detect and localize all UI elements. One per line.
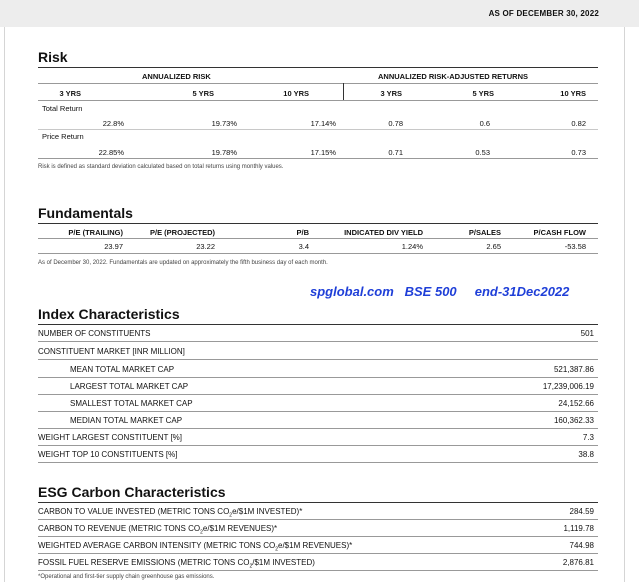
esg-row-fossil-fuel: FOSSIL FUEL RESERVE EMISSIONS (METRIC TONS $CO_2/\$1M$ INVESTED) 2,876.81 (38, 553, 598, 571)
risk-col-3: 10 YRS (283, 89, 309, 98)
esg-row-carbon-to-revenue: CARBON TO REVENUE (METRIC TONS $CO_2e/\$1M$ REVENUES)* 1,119.78 (38, 519, 598, 537)
risk-cell: 0.53 (475, 148, 490, 157)
fund-col: P/E (TRAILING) (68, 228, 123, 237)
risk-cell: 0.6 (479, 119, 490, 128)
risk-col-5: 5 YRS (472, 89, 494, 98)
risk-group-adjusted-returns: ANNUALIZED RISK-ADJUSTED RETURNS (378, 72, 529, 81)
ic-row-weight-top10: WEIGHT TOP 10 CONSTITUENTS [%] 38.8 (38, 445, 598, 463)
risk-cell: 0.73 (571, 148, 586, 157)
index-characteristics-title: Index Characteristics (38, 306, 180, 322)
risk-title: Risk (38, 49, 68, 65)
ic-row-number-of-constituents: NUMBER OF CONSTITUENTS 501 (38, 324, 598, 342)
fund-value: 2.65 (486, 242, 501, 251)
ic-row-weight-largest: WEIGHT LARGEST CONSTITUENT [%] 7.3 (38, 428, 598, 446)
fund-col: INDICATED DIV YIELD (344, 228, 423, 237)
ic-row-mean-market-cap: MEAN TOTAL MARKET CAP 521,387.86 (38, 360, 598, 378)
fund-col: P/SALES (468, 228, 501, 237)
risk-col-6: 10 YRS (560, 89, 586, 98)
ic-row-largest-market-cap: LARGEST TOTAL MARKET CAP 17,239,006.19 (38, 377, 598, 395)
top-banner (0, 0, 639, 27)
risk-row-label: Total Return (42, 104, 83, 113)
risk-cell: 22.8% (102, 119, 124, 128)
risk-col-4: 3 YRS (380, 89, 402, 98)
risk-row-rule (38, 129, 598, 130)
page-border-right (624, 27, 625, 582)
risk-header-rule (38, 100, 598, 101)
risk-group-annualized-risk: ANNUALIZED RISK (142, 72, 211, 81)
risk-note: Risk is defined as standard deviation calculated based on total returns using monthly values. (38, 164, 284, 170)
page-border-left (4, 27, 5, 582)
fund-col: P/CASH FLOW (533, 228, 586, 237)
fund-value: 23.22 (196, 242, 215, 251)
risk-cell: 17.15% (310, 148, 336, 157)
esg-note: *Operational and first-tier supply chain greenhouse gas emissions. (38, 574, 215, 580)
risk-col-2: 5 YRS (192, 89, 214, 98)
risk-row-label: Price Return (42, 132, 84, 141)
fund-value: 1.24% (401, 242, 423, 251)
ic-row-constituent-market: CONSTITUENT MARKET [INR MILLION] (38, 342, 598, 360)
risk-cell: 19.73% (211, 119, 237, 128)
esg-row-weighted-intensity: WEIGHTED AVERAGE CARBON INTENSITY (METRIC TONS $CO_2e/\$1M$ REVENUES)* 744.98 (38, 536, 598, 554)
ic-row-smallest-market-cap: SMALLEST TOTAL MARKET CAP 24,152.66 (38, 394, 598, 412)
esg-row-carbon-to-value: CARBON TO VALUE INVESTED (METRIC TONS $CO_2e/\$1M$ INVESTED)* 284.59 (38, 502, 598, 520)
fundamentals-bottom-rule (38, 253, 598, 254)
risk-group-divider (343, 83, 344, 101)
fund-value: 23.97 (104, 242, 123, 251)
fund-value: 3.4 (298, 242, 309, 251)
risk-cell: 19.78% (211, 148, 237, 157)
fundamentals-top-rule (38, 223, 598, 224)
risk-bottom-rule (38, 158, 598, 159)
fundamentals-title: Fundamentals (38, 205, 133, 221)
risk-cell: 17.14% (310, 119, 336, 128)
fundamentals-note: As of December 30, 2022. Fundamentals are updated on approximately the fifth business day of each month. (38, 260, 328, 266)
as-of-date: AS OF DECEMBER 30, 2022 (488, 9, 599, 18)
risk-group-rule (38, 83, 598, 84)
fundamentals-header-rule (38, 238, 598, 239)
fund-col: P/B (296, 228, 309, 237)
ic-row-median-market-cap: MEDIAN TOTAL MARKET CAP 160,362.33 (38, 411, 598, 429)
risk-cell: 22.85% (98, 148, 124, 157)
esg-title: ESG Carbon Characteristics (38, 484, 226, 500)
risk-cell: 0.78 (388, 119, 403, 128)
fund-col: P/E (PROJECTED) (149, 228, 215, 237)
fund-value: -53.58 (564, 242, 586, 251)
source-watermark: spglobal.com BSE 500 end-31Dec2022 (310, 284, 570, 299)
risk-col-1: 3 YRS (59, 89, 81, 98)
risk-cell: 0.82 (571, 119, 586, 128)
risk-top-rule (38, 67, 598, 68)
risk-cell: 0.71 (388, 148, 403, 157)
